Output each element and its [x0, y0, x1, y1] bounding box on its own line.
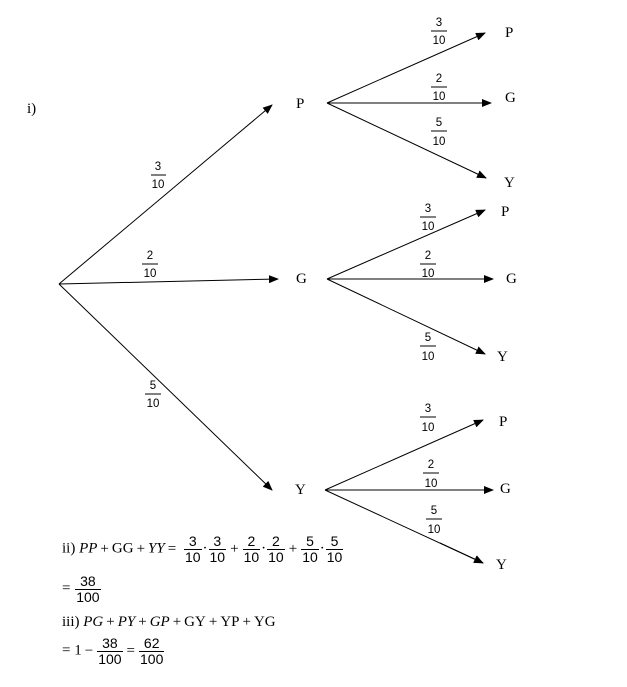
- equals-sign: =: [62, 580, 71, 597]
- fraction-denominator: 100: [98, 650, 122, 667]
- node-gp: P: [501, 204, 510, 220]
- fraction-numerator: 5: [435, 117, 443, 129]
- fraction: [209, 534, 227, 564]
- node-p: P: [296, 96, 305, 112]
- fraction-numerator: 5: [149, 380, 157, 392]
- plus-sign: +: [242, 614, 251, 630]
- plus-sign: +: [106, 614, 115, 630]
- arrowhead: [474, 556, 483, 564]
- fraction-denominator: 10: [326, 548, 343, 565]
- fraction-denominator: 10: [151, 179, 165, 191]
- plus-sign: +: [288, 540, 298, 557]
- fraction-denominator: 10: [421, 268, 435, 280]
- fraction-numerator: 2: [424, 250, 432, 262]
- dot-operator: ·: [319, 540, 325, 557]
- equals-sign: =: [126, 642, 136, 659]
- part-iii-line-2: [62, 636, 165, 666]
- node-y: Y: [295, 482, 306, 498]
- plus-sign: +: [138, 614, 147, 630]
- fraction-numerator: 3: [435, 17, 443, 29]
- dot-operator: ·: [202, 540, 208, 557]
- fraction-denominator: 10: [424, 478, 438, 490]
- fraction: [267, 534, 285, 564]
- fraction-denominator: 10: [184, 548, 201, 565]
- fraction: [75, 574, 100, 604]
- node-py: Y: [504, 175, 515, 191]
- term-yp: YP: [220, 614, 240, 630]
- fraction-numerator: 3: [188, 533, 197, 549]
- fraction-numerator: 3: [424, 403, 432, 415]
- node-g: G: [296, 271, 307, 287]
- fraction-numerator: 38: [80, 573, 96, 589]
- fraction-numerator: 2: [272, 533, 280, 549]
- equals-sign: =: [62, 642, 71, 659]
- fraction-denominator: 100: [76, 588, 100, 605]
- part-ii-line-1: [62, 534, 344, 564]
- fraction-numerator: 2: [247, 533, 256, 549]
- fraction-denominator: 10: [421, 422, 435, 434]
- fraction-denominator: 10: [302, 548, 318, 565]
- fraction-denominator: 10: [432, 136, 446, 148]
- fraction-denominator: 10: [432, 35, 446, 47]
- fraction: [97, 636, 122, 666]
- fraction-numerator: 3: [154, 161, 162, 173]
- part-i-label: i): [27, 101, 37, 117]
- term-yg: YG: [253, 614, 276, 630]
- term-gy: GY: [184, 614, 206, 630]
- node-yy: Y: [496, 557, 507, 573]
- fraction: [301, 534, 319, 564]
- term-pp: PP: [79, 540, 98, 557]
- part-ii-line-2: [62, 574, 102, 604]
- fraction: [243, 534, 261, 564]
- fraction-denominator: 10: [268, 548, 284, 565]
- term-py: PY: [117, 614, 136, 630]
- fraction-numerator: 3: [424, 203, 432, 215]
- fraction-denominator: 10: [146, 398, 160, 410]
- fraction: [184, 534, 202, 564]
- fraction-denominator: 10: [421, 351, 435, 363]
- fraction: [139, 636, 164, 666]
- node-pg: G: [505, 90, 516, 106]
- term-pg: PG: [83, 614, 104, 630]
- fraction-denominator: 10: [143, 268, 157, 280]
- node-yg: G: [500, 481, 511, 497]
- plus-sign: +: [230, 540, 239, 557]
- plus-sign: +: [136, 540, 146, 557]
- fraction-numerator: 5: [306, 533, 314, 549]
- node-pp: P: [505, 25, 514, 41]
- node-gy: Y: [497, 349, 508, 365]
- fraction-numerator: 2: [146, 250, 154, 262]
- part-iii-label: iii): [62, 614, 80, 630]
- one: 1: [74, 642, 82, 659]
- fraction-denominator: 10: [427, 524, 441, 536]
- fraction-numerator: 5: [330, 533, 339, 549]
- fraction-numerator: 38: [102, 635, 118, 651]
- fraction-numerator: 3: [213, 533, 222, 549]
- fraction-denominator: 10: [432, 91, 446, 103]
- fraction-numerator: 62: [143, 635, 160, 651]
- fraction-numerator: 5: [424, 332, 432, 344]
- fraction-denominator: 100: [140, 650, 164, 667]
- term-gp: GP: [149, 614, 170, 630]
- plus-sign: +: [100, 540, 109, 557]
- part-iii-line-1: [62, 614, 276, 631]
- node-gg: G: [506, 271, 517, 287]
- fraction-denominator: 10: [421, 221, 435, 233]
- minus-sign: −: [84, 642, 94, 659]
- fraction-denominator: 10: [243, 548, 260, 565]
- term-gg: GG: [111, 540, 134, 557]
- fraction-numerator: 2: [427, 459, 435, 471]
- fraction-denominator: 10: [209, 548, 226, 565]
- plus-sign: +: [172, 614, 182, 630]
- part-ii-label: ii): [62, 540, 76, 557]
- node-yp: P: [499, 414, 508, 430]
- fraction-numerator: 2: [435, 73, 443, 85]
- dot-operator: ·: [261, 540, 267, 557]
- fraction-numerator: 5: [430, 505, 438, 517]
- fraction: [326, 534, 344, 564]
- term-yy: YY: [148, 540, 165, 557]
- plus-sign: +: [208, 614, 218, 630]
- equals-sign: =: [167, 540, 177, 557]
